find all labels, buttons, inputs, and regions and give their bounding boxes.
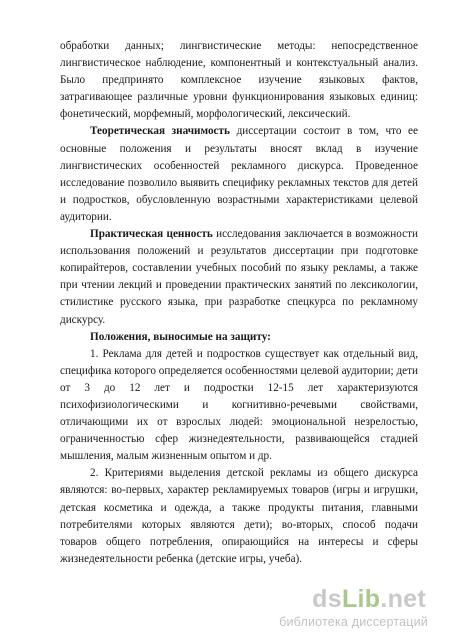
practical-value-label: Практическая ценность	[90, 228, 213, 241]
paragraph-theoretical-significance	[60, 123, 418, 226]
paragraph-methods: обработки данных; лингвистические методы: непосредственное лингвистическое наблюдение, компонентный и контекстуальный анализ. Было предпринято комплексное изучение языковых фактов, затрагивающее различные уровни функционирования языковых единиц: фонетический, морфемный, морфологический, лексический.	[60, 40, 418, 121]
paragraph-practical-value	[60, 226, 418, 329]
theoretical-significance-text: диссертации состоит в том, что ее основные положения и результаты вносят вклад в изучение лингвистических особенностей рекламного дискурса. Проведенное исследование позволило выявить специфику рекламных текстов для детей и подростков, обусловленную возрастными характеристиками целевой аудитории.	[60, 125, 418, 223]
practical-value-text: исследования заключается в возможности использования положений и результатов диссертации при подготовке копирайтеров, составлении учебных пособий по языку рекламы, а также при чтении лекций и проведении практических занятий по лексикологии, стилистике русского языка, при разработке спецкурса по рекламному дискурсу.	[60, 228, 418, 326]
dslib-subtitle: библиотека диссертаций	[279, 615, 428, 629]
defense-provisions-heading: Положения, выносимые на защиту:	[90, 330, 271, 343]
document-page	[60, 38, 418, 568]
theoretical-significance-label: Теоретическая значимость	[90, 125, 230, 138]
provision-item-1: 1. Реклама для детей и подростков существует как отдельный вид, специфика которого определяется особенностями целевой аудитории; дети от 3 до 12 лет и подростки 12-15 лет характеризуются психофизиологическими и когнитивно-речевыми свойствами, отличающими их от взрослых людей: эмоциональной незрелостью, ограниченностью сфер жизнедеятельности, развивающейся стадией мышления, малым жизненным опытом и др.	[60, 347, 418, 463]
dslib-logo: dsLib.net	[312, 585, 426, 613]
provision-item-2: 2. Критериями выделения детской рекламы из общего дискурса являются: во-первых, характер рекламируемых товаров (игры и игрушки, детская косметика и одежда, а также продукты питания, главными потребителями которых являются дети); во-вторых, способ подачи товаров общего потребления, опирающийся на интересы и сферы жизнедеятельности ребенка (детские игры, учеба).	[60, 467, 418, 565]
dslib-watermark	[278, 585, 428, 631]
